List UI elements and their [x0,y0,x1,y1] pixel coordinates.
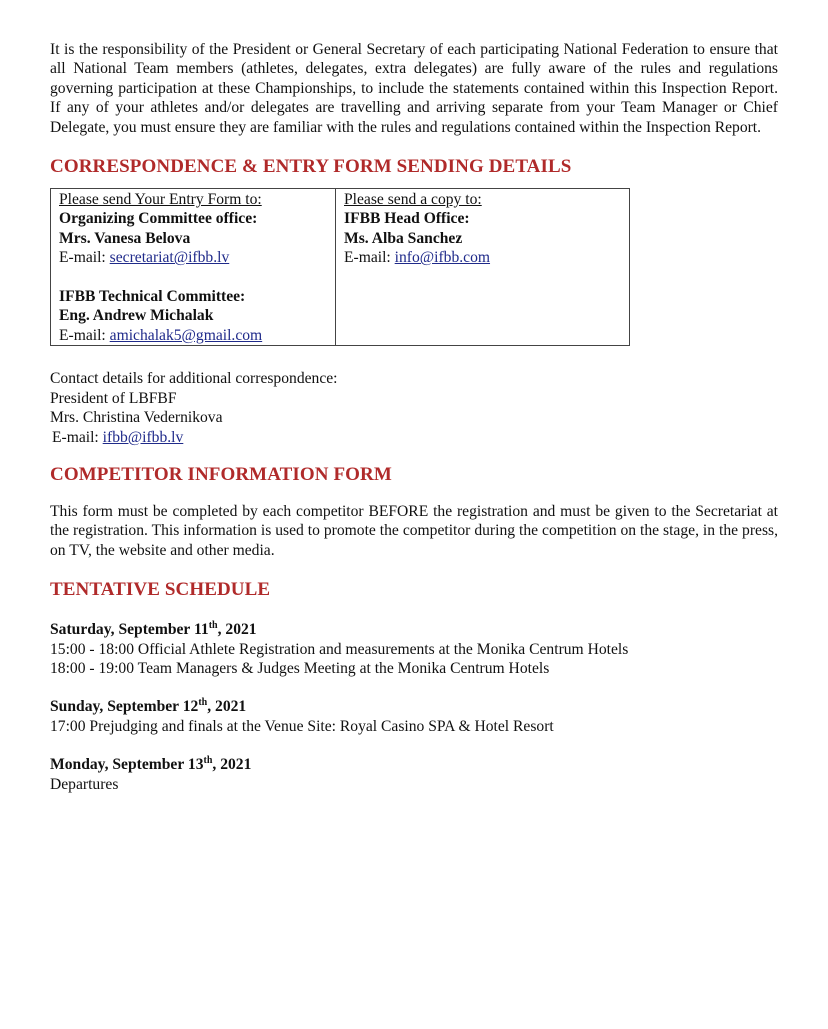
competitor-heading: COMPETITOR INFORMATION FORM [50,463,392,485]
schedule-day-title [50,697,778,716]
organizing-committee-email-row [59,248,327,267]
additional-contact-role: President of LBFBF [50,389,177,407]
organizing-committee-label: Organizing Committee office: [59,210,258,228]
head-office-email-link[interactable]: info@ifbb.com [394,249,491,267]
schedule-item: 17:00 Prejudging and finals at the Venue Site: Royal Casino SPA & Hotel Resort [50,717,554,735]
schedule-list [50,620,778,794]
schedule-heading: TENTATIVE SCHEDULE [50,579,271,601]
additional-contact-label: Contact details for additional correspondence: [50,370,338,388]
technical-committee-contact: Eng. Andrew Michalak [59,307,214,325]
schedule-day [50,697,778,736]
day-label: Monday, September 13 [50,756,204,774]
additional-contact-email-row [50,428,778,447]
email-label: E-mail: [52,428,103,446]
schedule-day [50,620,778,678]
copy-title: Please send a copy to: [344,191,482,209]
additional-contact-person: Mrs. Christina Vedernikova [50,409,223,427]
day-year: , 2021 [212,756,252,774]
ordinal-suffix: th [198,697,208,709]
head-office-email-row [344,248,621,267]
spacer [59,268,327,287]
day-year: , 2021 [217,621,257,639]
schedule-item: Departures [50,775,119,793]
email-label: E-mail: [59,326,110,344]
head-office-contact: Ms. Alba Sanchez [344,229,463,247]
competitor-paragraph: This form must be completed by each competitor BEFORE the registration and must be given to the Secretariat at the registration. This information is used to promote the competitor during the competition on the stage, in the press, on TV, the website and other media. [50,502,778,559]
additional-contact-block [50,369,778,447]
entry-form-title: Please send Your Entry Form to: [59,191,262,209]
copy-recipient-cell [336,189,630,346]
schedule-day-title [50,755,778,774]
document-page [50,40,778,794]
technical-committee-email-row [59,326,327,345]
contacts-table [50,188,630,346]
additional-contact-email-link[interactable]: ifbb@ifbb.lv [102,428,184,446]
ordinal-suffix: th [203,754,213,766]
correspondence-heading: CORRESPONDENCE & ENTRY FORM SENDING DETAILS [50,156,572,178]
organizing-committee-email-link[interactable]: secretariat@ifbb.lv [109,249,230,267]
technical-committee-label: IFBB Technical Committee: [59,288,246,306]
day-label: Saturday, September 11 [50,621,209,639]
day-year: , 2021 [207,698,247,716]
schedule-item: 15:00 - 18:00 Official Athlete Registration and measurements at the Monika Centrum Hotels [50,640,629,658]
email-label: E-mail: [344,249,395,267]
organizing-committee-contact: Mrs. Vanesa Belova [59,229,191,247]
ordinal-suffix: th [208,619,218,631]
technical-committee-email-link[interactable]: amichalak5@gmail.com [109,326,263,344]
day-label: Sunday, September 12 [50,698,199,716]
entry-form-recipient-cell [51,189,336,346]
intro-paragraph: It is the responsibility of the President or General Secretary of each participating National Federation to ensure that all National Team members (athletes, delegates, extra delegates) are fully aware of the rules and regulations governing participation at these Championships, to include the statements contained within this Inspection Report. If any of your athletes and/or delegates are travelling and arriving separate from your Team Manager or Chief Delegate, you must ensure they are familiar with the rules and regulations contained within the Inspection Report. [50,41,778,136]
head-office-label: IFBB Head Office: [344,210,470,228]
schedule-item: 18:00 - 19:00 Team Managers & Judges Meeting at the Monika Centrum Hotels [50,659,550,677]
schedule-day [50,755,778,794]
schedule-day-title [50,620,778,639]
email-label: E-mail: [59,249,110,267]
